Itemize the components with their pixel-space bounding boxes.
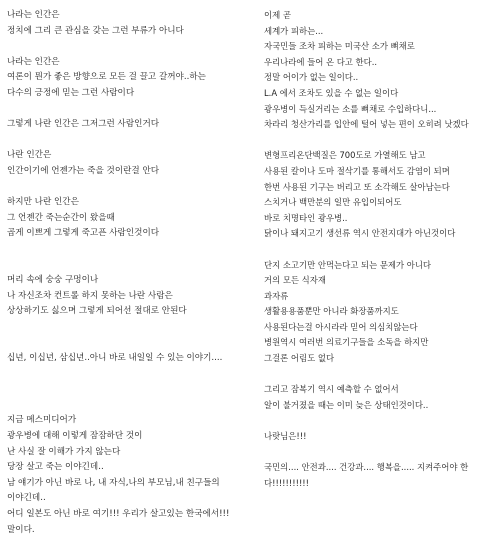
left-column-text-line: 다수의 긍정에 믿는 그런 사람이다 (7, 87, 135, 98)
left-column-blank-line (7, 39, 249, 55)
left-column-text-line: 지금 메스미디어가 (7, 415, 77, 426)
right-column-text-line: 생활용용품뿐만 아니라 화장품까지도 (264, 306, 399, 317)
right-column-text-line: 거의 모든 식자재 (264, 275, 326, 286)
right-column-blank-line (264, 242, 496, 258)
right-column-blank-line (264, 367, 496, 383)
left-column-text-line: 나란 인간은 (7, 150, 52, 161)
left-column-text-line: 당장 살고 죽는 이야긴데.. (7, 462, 104, 473)
right-column-text-line: 자국민들 조차 피하는 미국산 소가 뼈채로 (264, 41, 415, 52)
right-column-text-line: 그걸론 어림도 없다 (264, 353, 335, 364)
right-column-blank-line (264, 133, 496, 149)
left-column-text-line: 그 언젠간 죽는순간이 왔을때 (7, 212, 115, 223)
left-column-text-line: 나라는 인간은 (7, 10, 60, 20)
right-column-text-line: 병원역시 여러번 의료기구들을 소독을 하지만 (264, 337, 429, 348)
right-column-blank-line (264, 445, 496, 461)
right-column-text-line: 이제 곧 (264, 10, 291, 20)
right-column-text-line: 정말 어이가 없는 일이다.. (264, 72, 359, 83)
left-column-text-line: 나라는 인간은 (7, 56, 60, 67)
left-column-text-line: 난 사실 잘 이해가 가지 않는다 (7, 446, 121, 457)
left-column-blank-line (7, 102, 249, 118)
left-column-text-line: 곱게 이쁘게 그렇게 죽고픈 사람인것이다 (7, 228, 160, 239)
right-column-text-line: 나랏님은!!! (264, 431, 307, 442)
left-text-column (7, 8, 249, 538)
left-column-text-line: 상상하기도 싫으며 그렇게 되어선 절대로 안된다 (7, 306, 187, 317)
left-column-text-line: 어디 일본도 아닌 바로 여기!!! 우리가 살고있는 한국에서!!! (7, 509, 230, 519)
left-column-text-line: 남 얘기가 아닌 바로 나, 내 자식,나의 부모님,내 친구들의 (7, 477, 220, 488)
right-column-text-line: 사용된 칼이나 도마 절삭기를 통해서도 감염이 되며 (264, 165, 450, 176)
right-column-text-line: 닭이나 돼지고기 생선류 역시 안전지대가 아닌것이다 (264, 228, 456, 239)
left-column-text-line: 머리 속에 숭숭 구멍이나 (7, 275, 99, 286)
left-column-text-line: 십년, 이십년, 삼십년..아니 바로 내일일 수 있는 이야기.... (7, 353, 223, 364)
left-column-text-line: 광우병에 대해 이렇게 잠잠하단 것이 (7, 431, 143, 442)
left-column-text-line: 하지만 나란 인간은 (7, 197, 79, 208)
right-column-text-line: 알이 불거졌을 때는 이미 늦은 상태인것이다.. (264, 399, 429, 410)
left-column-blank-line (7, 258, 249, 274)
right-column-blank-line (264, 413, 496, 429)
left-column-blank-line (7, 382, 249, 398)
right-column-text-line: 스치거나 백만분의 일만 유입이되어도 (264, 197, 402, 208)
right-column-text-line: 광우병이 득실거리는 소를 뼈채로 수입하다니... (264, 103, 437, 114)
right-column-text-line: 사용된다는걸 아시라라 믿어 의심치않는다 (264, 321, 418, 332)
right-column-text-line: 세계가 피하는... (264, 25, 324, 36)
right-column-text-line: 한번 사용된 기구는 버리고 또 소각해도 살아남는다 (264, 181, 450, 192)
left-column-blank-line (7, 180, 249, 196)
right-text-column (264, 8, 496, 491)
left-column-text-line: 그렇게 나란 인간은 그저그런 사람인거다 (7, 119, 160, 130)
left-column-text-line: 이야긴데.. (7, 493, 46, 504)
right-column-text-line: 과자류 (264, 290, 289, 301)
left-column-blank-line (7, 133, 249, 149)
right-column-text-line: 단지 소고기만 안먹는다고 되는 문제가 아니다 (264, 259, 432, 270)
left-column-blank-line (7, 367, 249, 383)
left-column-blank-line (7, 320, 249, 336)
right-column-text-line: 우리나라에 들어 온 다고 한다.. (264, 56, 378, 67)
left-column-text-line: 나 자신조차 컨트롤 하지 못하는 나란 사람은 (7, 290, 173, 301)
right-column-text-line: 바로 치명타인 광우병.. (264, 212, 348, 223)
left-column-blank-line (7, 398, 249, 414)
left-column-text-line: 말이다. (7, 524, 35, 535)
right-column-text-line: 국민의.... 안전과.... 건강과.... 행복을..... 지켜주어야 한 (264, 462, 469, 473)
right-column-text-line: 그리고 잠복기 역시 예측할 수 없어서 (264, 384, 399, 395)
right-column-text-line: 다!!!!!!!!!!! (264, 477, 310, 488)
right-column-text-line: L.A 에서 조차도 있을 수 없는 일이다 (264, 87, 399, 98)
right-column-text-line: 차라리 청산가리를 입안에 털어 넣는 편이 오히려 낫겠다 (264, 119, 469, 130)
left-column-blank-line (7, 242, 249, 258)
right-column-text-line: 변형프리온단백질은 700도로 가열해도 남고 (264, 150, 426, 161)
left-column-text-line: 인간이기에 언젠가는 죽을 것이란걸 안다 (7, 165, 160, 176)
left-column-blank-line (7, 335, 249, 351)
left-column-text-line: 여론이 뭔가 좋은 방향으로 모든 걸 끌고 갈꺼야..하는 (7, 72, 206, 83)
left-column-text-line: 정치에 그리 큰 관심을 갖는 그런 부류가 아니다 (7, 25, 184, 36)
